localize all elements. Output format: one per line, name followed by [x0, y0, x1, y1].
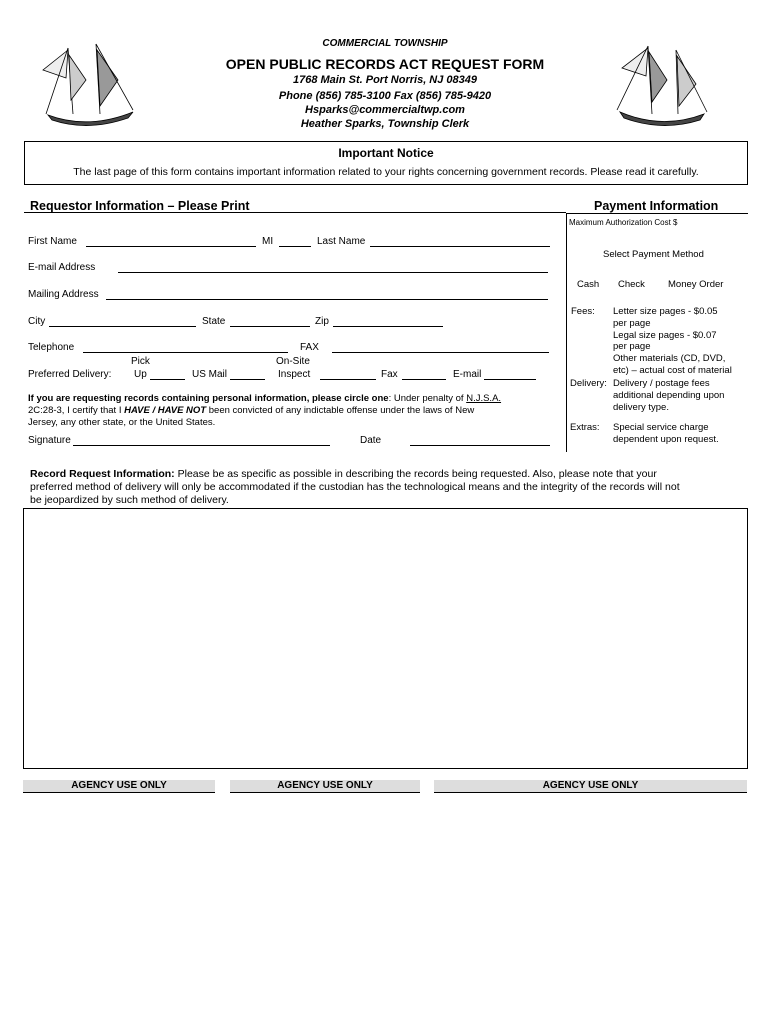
form-title: OPEN PUBLIC RECORDS ACT REQUEST FORM	[225, 56, 545, 72]
record-request-line2: preferred method of delivery will only be accommodated if the custodian has the technological means and the integrity of the records will not	[30, 481, 680, 493]
payment-check[interactable]: Check	[618, 279, 645, 290]
fax-delivery-field[interactable]	[402, 379, 446, 380]
inspect-field[interactable]	[320, 379, 376, 380]
delivery-line: additional depending upon	[613, 389, 725, 401]
date-field[interactable]	[410, 445, 550, 446]
us-mail-label: US Mail	[192, 369, 228, 380]
city-field[interactable]	[49, 326, 196, 327]
email-label: E-mail Address	[28, 262, 96, 273]
clerk-name: Heather Sparks, Township Clerk	[300, 118, 470, 130]
fees-label: Fees:	[571, 306, 595, 317]
payment-cash[interactable]: Cash	[577, 279, 600, 290]
us-mail-field[interactable]	[230, 379, 265, 380]
zip-label: Zip	[315, 316, 329, 327]
signature-label: Signature	[28, 435, 71, 446]
pick-label: Pick	[131, 356, 150, 367]
agency-use-only-2: AGENCY USE ONLY	[230, 780, 420, 793]
certify-line3: Jersey, any other state, or the United States.	[28, 417, 216, 428]
fee-line: per page	[613, 341, 651, 353]
payment-title: Payment Information	[594, 199, 719, 213]
date-label: Date	[360, 435, 382, 446]
agency-use-only-3: AGENCY USE ONLY	[434, 780, 747, 793]
state-label: State	[202, 316, 226, 327]
clerk-email: Hsparks@commercialtwp.com	[305, 104, 465, 116]
city-label: City	[28, 316, 46, 327]
pickup-label: Up	[134, 369, 147, 380]
inspect-label: Inspect	[278, 369, 311, 380]
township-name: COMMERCIAL TOWNSHIP	[322, 38, 448, 49]
mi-field[interactable]	[279, 246, 311, 247]
fee-line: Legal size pages - $0.07	[613, 329, 717, 341]
fax-delivery-label: Fax	[381, 369, 398, 380]
delivery-list	[613, 378, 724, 413]
record-request-textarea[interactable]	[23, 508, 748, 769]
telephone-field[interactable]	[83, 352, 288, 353]
certify-pre: 2C:28-3, I certify that I	[28, 405, 122, 416]
mi-label: MI	[262, 236, 274, 247]
njsa-citation: N.J.S.A.	[466, 393, 502, 404]
zip-field[interactable]	[333, 326, 443, 327]
delivery-line: Delivery / postage fees	[613, 378, 710, 389]
record-request-line3: be jeopardized by such method of delivery.	[30, 494, 229, 506]
payment-money-order[interactable]: Money Order	[668, 279, 724, 290]
delivery-label: Delivery:	[570, 378, 607, 389]
extras-label: Extras:	[570, 422, 600, 433]
important-notice-box	[24, 141, 748, 185]
fax-label: FAX	[300, 342, 319, 353]
mailing-label: Mailing Address	[28, 289, 99, 300]
first-name-field[interactable]	[86, 246, 256, 247]
record-request-line1: Please be as specific as possible in describing the records being requested. Also, please note that your	[174, 468, 657, 480]
email-delivery-field[interactable]	[484, 379, 536, 380]
personal-info-line1	[28, 393, 501, 404]
telephone-label: Telephone	[28, 342, 75, 353]
last-name-field[interactable]	[370, 246, 550, 247]
signature-field[interactable]	[73, 445, 330, 446]
agency-use-only-1: AGENCY USE ONLY	[23, 780, 215, 793]
requestor-title: Requestor Information – Please Print	[30, 199, 250, 213]
requestor-title-rule	[24, 212, 566, 213]
notice-text: The last page of this form contains important information related to your rights concerning government records. Please read it carefully.	[73, 166, 699, 178]
fee-line: etc) – actual cost of material	[613, 364, 732, 376]
fees-list	[613, 306, 732, 377]
address: 1768 Main St. Port Norris, NJ 08349	[292, 74, 478, 86]
email-field[interactable]	[118, 272, 548, 273]
mailing-field[interactable]	[106, 299, 548, 300]
pickup-field[interactable]	[150, 379, 185, 380]
have-have-not[interactable]: HAVE / HAVE NOT	[124, 405, 207, 416]
select-payment-method: Select Payment Method	[603, 249, 704, 260]
record-request-title: Record Request Information:	[30, 468, 175, 480]
max-auth-cost: Maximum Authorization Cost $	[569, 218, 678, 227]
phone-fax: Phone (856) 785-3100 Fax (856) 785-9420	[278, 90, 492, 102]
certify-post: been convicted of any indictable offense under the laws of New	[208, 405, 475, 416]
record-request-info	[30, 468, 750, 507]
preferred-delivery-label: Preferred Delivery:	[28, 369, 112, 380]
extras-line: dependent upon request.	[613, 433, 719, 445]
payment-box	[566, 213, 748, 452]
last-name-label: Last Name	[317, 236, 366, 247]
fee-line: Letter size pages - $0.05	[613, 306, 718, 317]
first-name-label: First Name	[28, 236, 77, 247]
email-delivery-label: E-mail	[453, 369, 482, 380]
extras-line: Special service charge	[613, 422, 709, 433]
certify-line2	[28, 405, 474, 416]
personal-info-bold: If you are requesting records containing personal information, please circle one	[28, 393, 389, 404]
extras-list	[613, 422, 719, 446]
fee-line: Other materials (CD, DVD,	[613, 353, 726, 365]
delivery-line: delivery type.	[613, 401, 669, 413]
fax-field[interactable]	[332, 352, 549, 353]
notice-title: Important Notice	[338, 146, 434, 160]
fee-line: per page	[613, 317, 651, 329]
onsite-label: On-Site	[276, 356, 310, 367]
penalty-text: : Under penalty of	[388, 393, 464, 404]
state-field[interactable]	[230, 326, 310, 327]
